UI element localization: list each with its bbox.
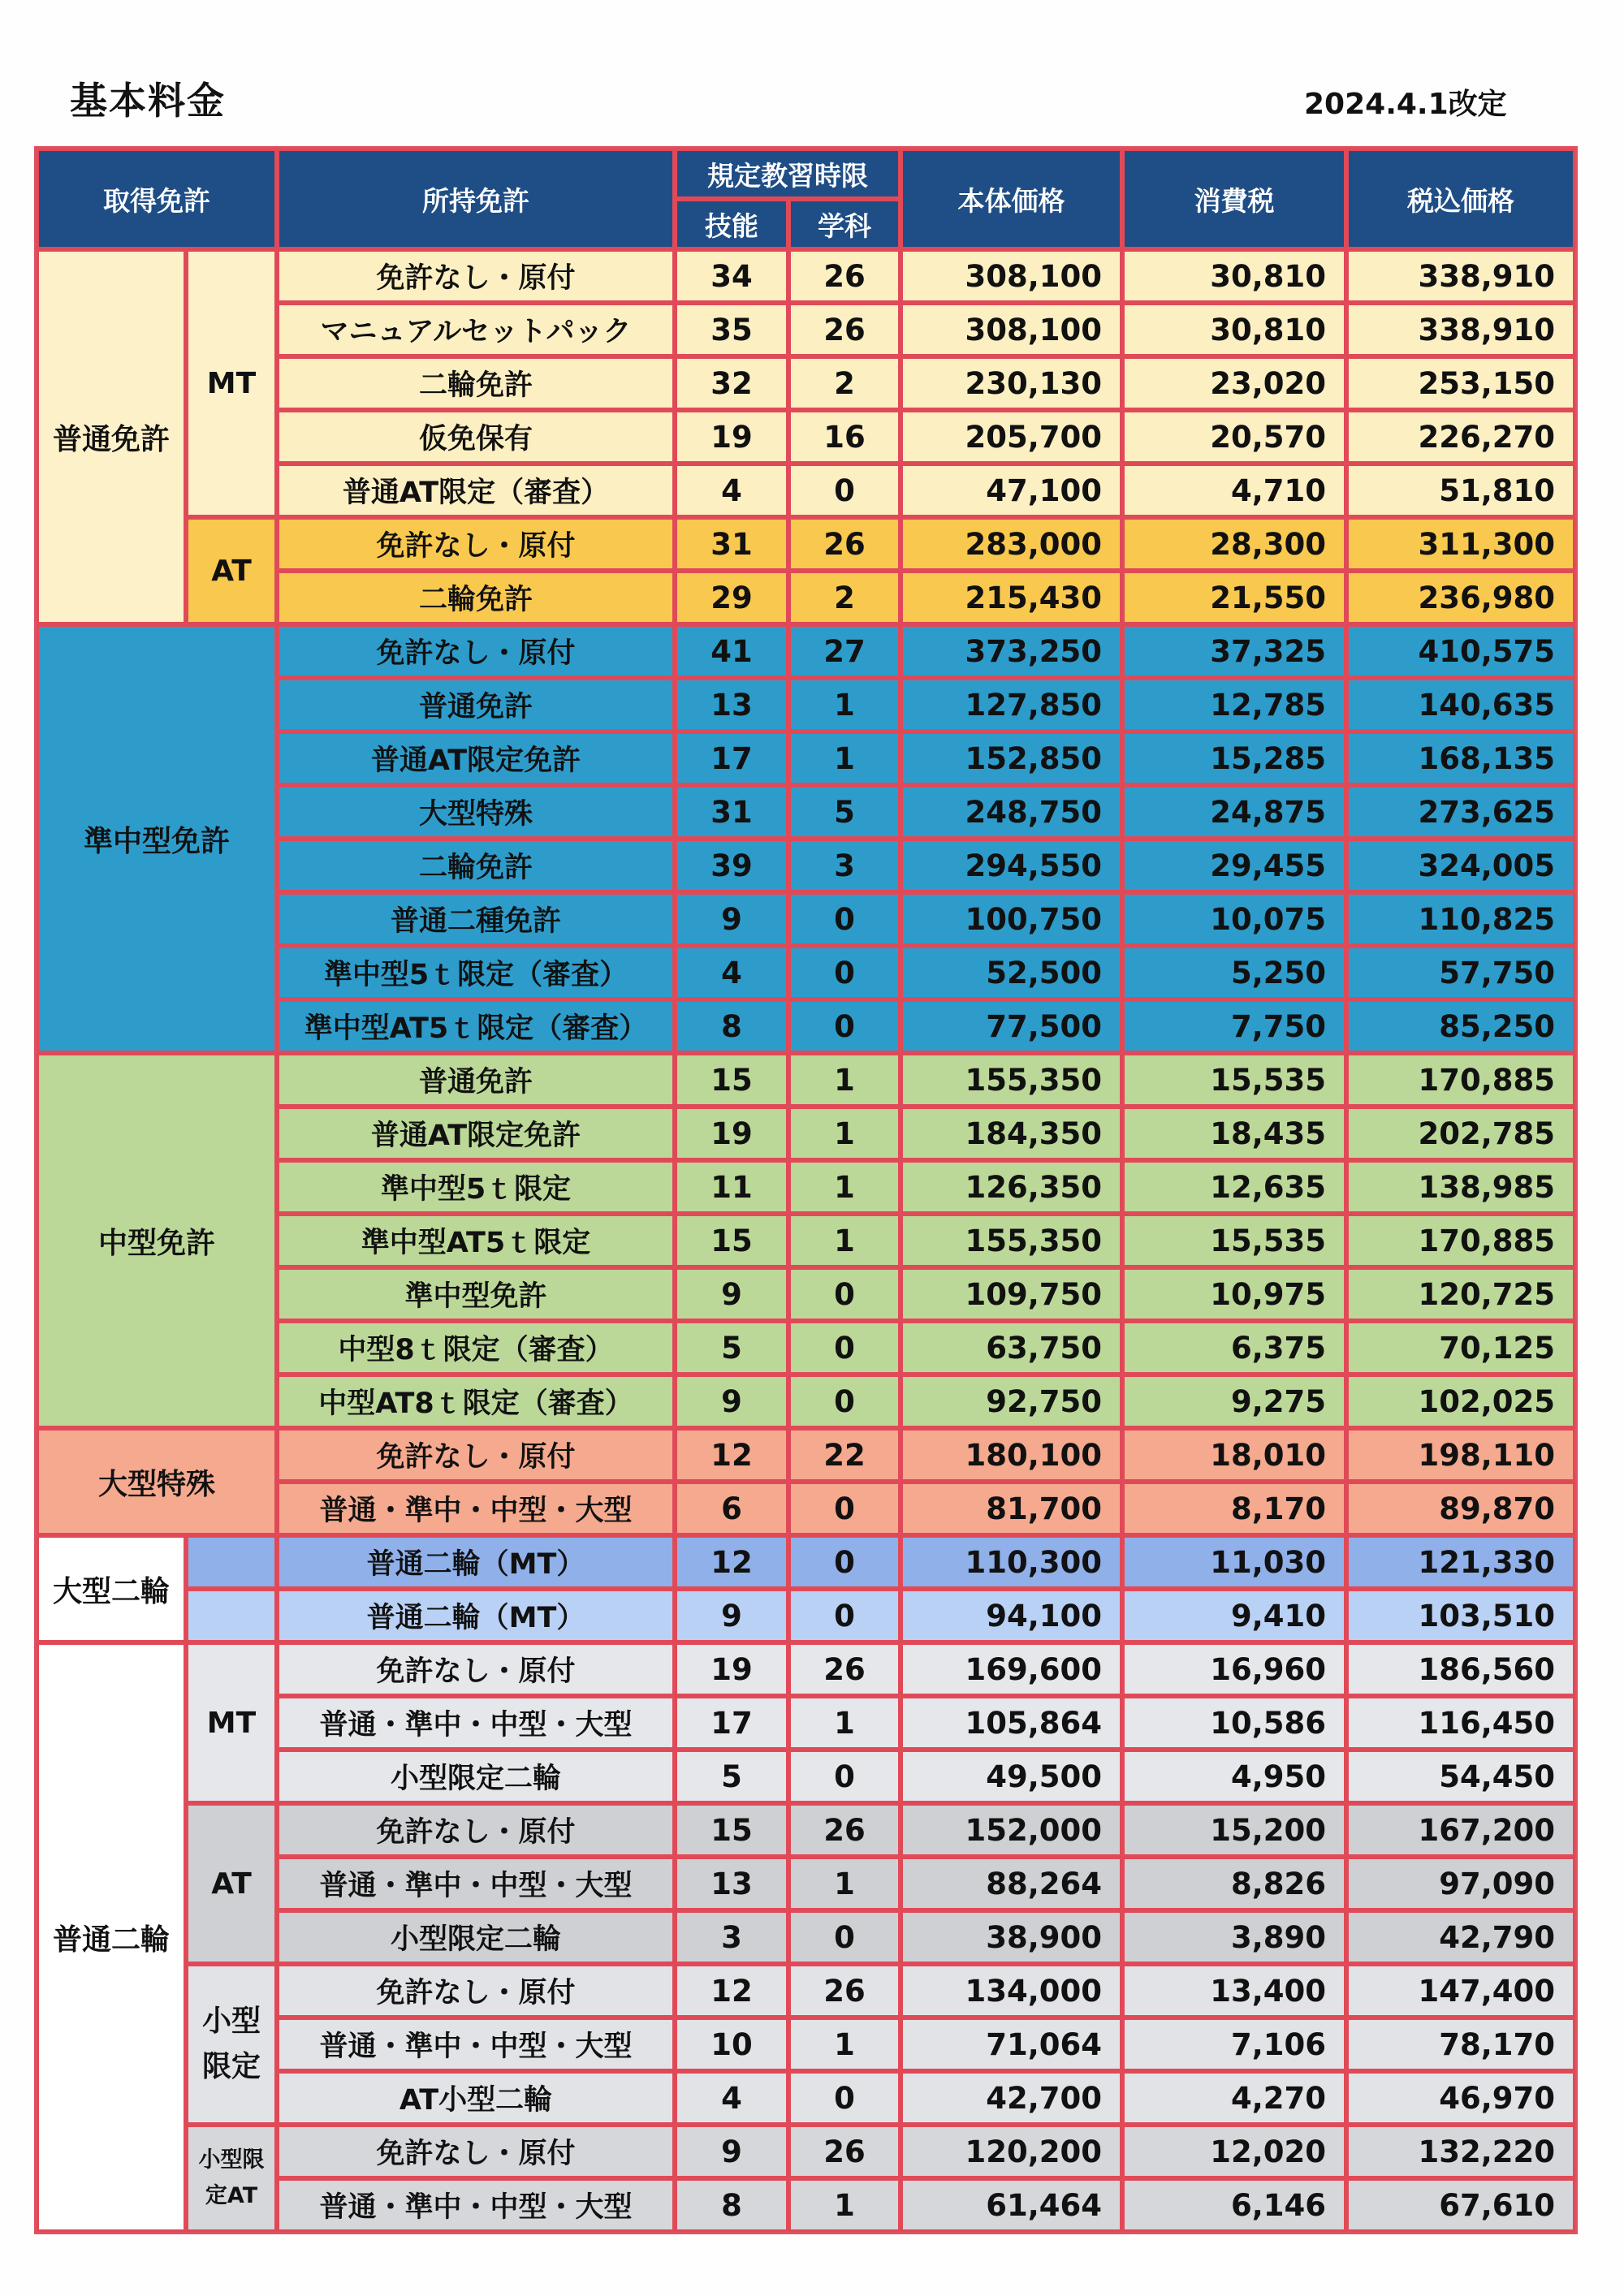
skill-cell: 12 — [675, 1964, 788, 2018]
skill-cell: 15 — [675, 1214, 788, 1267]
tax-cell: 16,960 — [1122, 1642, 1346, 1696]
license-cell: 普通・準中・中型・大型 — [277, 1857, 675, 1910]
base-price-cell: 77,500 — [901, 999, 1122, 1053]
table-row — [37, 1803, 1575, 1857]
skill-cell: 9 — [675, 1589, 788, 1642]
total-price-cell: 202,785 — [1346, 1107, 1575, 1160]
theory-cell: 0 — [788, 999, 901, 1053]
license-cell: 普通AT限定（審査） — [277, 464, 675, 517]
theory-cell: 0 — [788, 1910, 901, 1964]
license-cell: 普通・準中・中型・大型 — [277, 1696, 675, 1750]
skill-cell: 9 — [675, 2125, 788, 2178]
license-cell: 免許なし・原付 — [277, 1428, 675, 1482]
subgroup-blank — [186, 1589, 277, 1642]
subgroup-at: AT — [186, 517, 277, 624]
total-price-cell: 42,790 — [1346, 1910, 1575, 1964]
subgroup-small-limited: 小型 限定 — [186, 1964, 277, 2125]
base-price-cell: 92,750 — [901, 1375, 1122, 1428]
table-row — [37, 1964, 1575, 2018]
tax-cell: 30,810 — [1122, 303, 1346, 356]
skill-cell: 4 — [675, 946, 788, 999]
table-row — [37, 1053, 1575, 1107]
total-price-cell: 273,625 — [1346, 785, 1575, 839]
skill-cell: 17 — [675, 1696, 788, 1750]
license-cell: 普通・準中・中型・大型 — [277, 1482, 675, 1535]
base-price-cell: 283,000 — [901, 517, 1122, 571]
base-price-cell: 81,700 — [901, 1482, 1122, 1535]
table-row — [37, 624, 1575, 678]
skill-cell: 3 — [675, 1910, 788, 1964]
base-price-cell: 63,750 — [901, 1321, 1122, 1375]
tax-cell: 28,300 — [1122, 517, 1346, 571]
skill-cell: 12 — [675, 1535, 788, 1589]
tax-cell: 8,170 — [1122, 1482, 1346, 1535]
theory-cell: 26 — [788, 2125, 901, 2178]
table-row — [37, 2125, 1575, 2178]
license-cell: 中型8ｔ限定（審査） — [277, 1321, 675, 1375]
header-total: 税込価格 — [1346, 149, 1575, 249]
total-price-cell: 236,980 — [1346, 571, 1575, 624]
total-price-cell: 226,270 — [1346, 410, 1575, 464]
theory-cell: 0 — [788, 464, 901, 517]
tax-cell: 30,810 — [1122, 249, 1346, 303]
total-price-cell: 410,575 — [1346, 624, 1575, 678]
tax-cell: 37,325 — [1122, 624, 1346, 678]
group-large-special: 大型特殊 — [37, 1428, 277, 1535]
subgroup-mt: MT — [186, 249, 277, 517]
header-acquire: 取得免許 — [37, 149, 277, 249]
license-cell: 免許なし・原付 — [277, 1803, 675, 1857]
table-row — [37, 1642, 1575, 1696]
total-price-cell: 338,910 — [1346, 249, 1575, 303]
license-cell: 普通AT限定免許 — [277, 1107, 675, 1160]
base-price-cell: 94,100 — [901, 1589, 1122, 1642]
theory-cell: 27 — [788, 624, 901, 678]
tax-cell: 20,570 — [1122, 410, 1346, 464]
base-price-cell: 230,130 — [901, 356, 1122, 410]
total-price-cell: 324,005 — [1346, 839, 1575, 892]
skill-cell: 34 — [675, 249, 788, 303]
base-price-cell: 126,350 — [901, 1160, 1122, 1214]
license-cell: 普通二種免許 — [277, 892, 675, 946]
license-cell: 準中型免許 — [277, 1267, 675, 1321]
base-price-cell: 134,000 — [901, 1964, 1122, 2018]
tax-cell: 6,146 — [1122, 2178, 1346, 2232]
tax-cell: 10,975 — [1122, 1267, 1346, 1321]
header-hold: 所持免許 — [277, 149, 675, 249]
theory-cell: 26 — [788, 1964, 901, 2018]
tax-cell: 4,270 — [1122, 2071, 1346, 2125]
theory-cell: 0 — [788, 1589, 901, 1642]
license-cell: 普通二輪（MT） — [277, 1589, 675, 1642]
base-price-cell: 152,000 — [901, 1803, 1122, 1857]
header-skill: 技能 — [675, 199, 788, 249]
total-price-cell: 51,810 — [1346, 464, 1575, 517]
total-price-cell: 167,200 — [1346, 1803, 1575, 1857]
table-row — [37, 1589, 1575, 1642]
base-price-cell: 38,900 — [901, 1910, 1122, 1964]
base-price-cell: 215,430 — [901, 571, 1122, 624]
license-cell: 普通AT限定免許 — [277, 732, 675, 785]
total-price-cell: 70,125 — [1346, 1321, 1575, 1375]
skill-cell: 4 — [675, 2071, 788, 2125]
theory-cell: 22 — [788, 1428, 901, 1482]
tax-cell: 4,950 — [1122, 1750, 1346, 1803]
skill-cell: 31 — [675, 785, 788, 839]
subgroup-blank — [186, 1535, 277, 1589]
total-price-cell: 311,300 — [1346, 517, 1575, 571]
total-price-cell: 138,985 — [1346, 1160, 1575, 1214]
license-cell: 普通・準中・中型・大型 — [277, 2178, 675, 2232]
tax-cell: 9,275 — [1122, 1375, 1346, 1428]
header-base: 本体価格 — [901, 149, 1122, 249]
tax-cell: 21,550 — [1122, 571, 1346, 624]
group-large-motorcycle: 大型二輪 — [37, 1535, 186, 1642]
group-medium: 中型免許 — [37, 1053, 277, 1428]
total-price-cell: 120,725 — [1346, 1267, 1575, 1321]
theory-cell: 1 — [788, 1053, 901, 1107]
subgroup-mt: MT — [186, 1642, 277, 1803]
total-price-cell: 140,635 — [1346, 678, 1575, 732]
base-price-cell: 248,750 — [901, 785, 1122, 839]
license-cell: 準中型AT5ｔ限定 — [277, 1214, 675, 1267]
skill-cell: 6 — [675, 1482, 788, 1535]
tax-cell: 24,875 — [1122, 785, 1346, 839]
tax-cell: 29,455 — [1122, 839, 1346, 892]
total-price-cell: 253,150 — [1346, 356, 1575, 410]
table-row — [37, 1535, 1575, 1589]
base-price-cell: 61,464 — [901, 2178, 1122, 2232]
total-price-cell: 67,610 — [1346, 2178, 1575, 2232]
header-theory: 学科 — [788, 199, 901, 249]
tax-cell: 10,075 — [1122, 892, 1346, 946]
header-tax: 消費税 — [1122, 149, 1346, 249]
total-price-cell: 57,750 — [1346, 946, 1575, 999]
skill-cell: 15 — [675, 1053, 788, 1107]
revision-date: 2024.4.1改定 — [1304, 88, 1507, 121]
skill-cell: 12 — [675, 1428, 788, 1482]
skill-cell: 41 — [675, 624, 788, 678]
license-cell: 仮免保有 — [277, 410, 675, 464]
theory-cell: 1 — [788, 1107, 901, 1160]
total-price-cell: 132,220 — [1346, 2125, 1575, 2178]
total-price-cell: 338,910 — [1346, 303, 1575, 356]
license-cell: 準中型5ｔ限定（審査） — [277, 946, 675, 999]
total-price-cell: 85,250 — [1346, 999, 1575, 1053]
base-price-cell: 180,100 — [901, 1428, 1122, 1482]
theory-cell: 0 — [788, 2071, 901, 2125]
total-price-cell: 116,450 — [1346, 1696, 1575, 1750]
skill-cell: 15 — [675, 1803, 788, 1857]
license-cell: 普通免許 — [277, 678, 675, 732]
theory-cell: 5 — [788, 785, 901, 839]
total-price-cell: 54,450 — [1346, 1750, 1575, 1803]
skill-cell: 5 — [675, 1321, 788, 1375]
base-price-cell: 52,500 — [901, 946, 1122, 999]
base-price-cell: 169,600 — [901, 1642, 1122, 1696]
table-row — [37, 249, 1575, 303]
base-price-cell: 42,700 — [901, 2071, 1122, 2125]
license-cell: 普通二輪（MT） — [277, 1535, 675, 1589]
total-price-cell: 170,885 — [1346, 1053, 1575, 1107]
total-price-cell: 168,135 — [1346, 732, 1575, 785]
skill-cell: 13 — [675, 678, 788, 732]
skill-cell: 10 — [675, 2018, 788, 2071]
theory-cell: 26 — [788, 517, 901, 571]
skill-cell: 8 — [675, 2178, 788, 2232]
total-price-cell: 46,970 — [1346, 2071, 1575, 2125]
tax-cell: 18,010 — [1122, 1428, 1346, 1482]
theory-cell: 1 — [788, 1214, 901, 1267]
skill-cell: 39 — [675, 839, 788, 892]
license-cell: 二輪免許 — [277, 571, 675, 624]
base-price-cell: 88,264 — [901, 1857, 1122, 1910]
theory-cell: 1 — [788, 1160, 901, 1214]
skill-cell: 31 — [675, 517, 788, 571]
skill-cell: 8 — [675, 999, 788, 1053]
license-cell: 免許なし・原付 — [277, 2125, 675, 2178]
base-price-cell: 308,100 — [901, 249, 1122, 303]
license-cell: 中型AT8ｔ限定（審査） — [277, 1375, 675, 1428]
license-cell: 免許なし・原付 — [277, 1642, 675, 1696]
tax-cell: 15,200 — [1122, 1803, 1346, 1857]
theory-cell: 26 — [788, 249, 901, 303]
base-price-cell: 47,100 — [901, 464, 1122, 517]
theory-cell: 26 — [788, 303, 901, 356]
license-cell: 準中型AT5ｔ限定（審査） — [277, 999, 675, 1053]
theory-cell: 0 — [788, 1267, 901, 1321]
tax-cell: 6,375 — [1122, 1321, 1346, 1375]
total-price-cell: 186,560 — [1346, 1642, 1575, 1696]
tax-cell: 7,750 — [1122, 999, 1346, 1053]
base-price-cell: 205,700 — [901, 410, 1122, 464]
skill-cell: 4 — [675, 464, 788, 517]
base-price-cell: 152,850 — [901, 732, 1122, 785]
license-cell: 免許なし・原付 — [277, 249, 675, 303]
tax-cell: 12,020 — [1122, 2125, 1346, 2178]
header-hours: 規定教習時限 — [675, 149, 901, 199]
tax-cell: 9,410 — [1122, 1589, 1346, 1642]
base-price-cell: 105,864 — [901, 1696, 1122, 1750]
tax-cell: 5,250 — [1122, 946, 1346, 999]
theory-cell: 26 — [788, 1642, 901, 1696]
tax-cell: 4,710 — [1122, 464, 1346, 517]
total-price-cell: 89,870 — [1346, 1482, 1575, 1535]
theory-cell: 3 — [788, 839, 901, 892]
tax-cell: 18,435 — [1122, 1107, 1346, 1160]
group-standard: 普通免許 — [37, 249, 186, 624]
license-cell: 小型限定二輪 — [277, 1750, 675, 1803]
license-cell: マニュアルセットパック — [277, 303, 675, 356]
tax-cell: 12,635 — [1122, 1160, 1346, 1214]
skill-cell: 17 — [675, 732, 788, 785]
theory-cell: 2 — [788, 356, 901, 410]
license-cell: 普通免許 — [277, 1053, 675, 1107]
total-price-cell: 78,170 — [1346, 2018, 1575, 2071]
license-cell: 二輪免許 — [277, 839, 675, 892]
table-row — [37, 1428, 1575, 1482]
theory-cell: 1 — [788, 732, 901, 785]
tax-cell: 12,785 — [1122, 678, 1346, 732]
skill-cell: 5 — [675, 1750, 788, 1803]
tax-cell: 15,535 — [1122, 1053, 1346, 1107]
theory-cell: 16 — [788, 410, 901, 464]
skill-cell: 35 — [675, 303, 788, 356]
theory-cell: 0 — [788, 1375, 901, 1428]
tax-cell: 15,285 — [1122, 732, 1346, 785]
theory-cell: 1 — [788, 678, 901, 732]
theory-cell: 1 — [788, 2178, 901, 2232]
theory-cell: 26 — [788, 1803, 901, 1857]
base-price-cell: 120,200 — [901, 2125, 1122, 2178]
theory-cell: 0 — [788, 1535, 901, 1589]
base-price-cell: 308,100 — [901, 303, 1122, 356]
base-price-cell: 127,850 — [901, 678, 1122, 732]
table-row — [37, 517, 1575, 571]
license-cell: 大型特殊 — [277, 785, 675, 839]
license-cell: 小型限定二輪 — [277, 1910, 675, 1964]
license-cell: 免許なし・原付 — [277, 624, 675, 678]
base-price-cell: 294,550 — [901, 839, 1122, 892]
theory-cell: 0 — [788, 892, 901, 946]
total-price-cell: 147,400 — [1346, 1964, 1575, 2018]
tax-cell: 13,400 — [1122, 1964, 1346, 2018]
license-cell: 二輪免許 — [277, 356, 675, 410]
total-price-cell: 103,510 — [1346, 1589, 1575, 1642]
total-price-cell: 121,330 — [1346, 1535, 1575, 1589]
total-price-cell: 170,885 — [1346, 1214, 1575, 1267]
skill-cell: 9 — [675, 892, 788, 946]
base-price-cell: 100,750 — [901, 892, 1122, 946]
tax-cell: 23,020 — [1122, 356, 1346, 410]
base-price-cell: 184,350 — [901, 1107, 1122, 1160]
page-title: 基本料金 — [70, 79, 226, 123]
fee-table — [34, 146, 1578, 2234]
tax-cell: 7,106 — [1122, 2018, 1346, 2071]
total-price-cell: 110,825 — [1346, 892, 1575, 946]
tax-cell: 15,535 — [1122, 1214, 1346, 1267]
license-cell: 免許なし・原付 — [277, 517, 675, 571]
license-cell: AT小型二輪 — [277, 2071, 675, 2125]
total-price-cell: 198,110 — [1346, 1428, 1575, 1482]
tax-cell: 11,030 — [1122, 1535, 1346, 1589]
base-price-cell: 110,300 — [901, 1535, 1122, 1589]
license-cell: 準中型5ｔ限定 — [277, 1160, 675, 1214]
base-price-cell: 109,750 — [901, 1267, 1122, 1321]
base-price-cell: 49,500 — [901, 1750, 1122, 1803]
group-standard-motorcycle: 普通二輪 — [37, 1642, 186, 2232]
skill-cell: 19 — [675, 1642, 788, 1696]
base-price-cell: 71,064 — [901, 2018, 1122, 2071]
group-semi-medium: 準中型免許 — [37, 624, 277, 1053]
base-price-cell: 155,350 — [901, 1214, 1122, 1267]
tax-cell: 10,586 — [1122, 1696, 1346, 1750]
total-price-cell: 97,090 — [1346, 1857, 1575, 1910]
license-cell: 普通・準中・中型・大型 — [277, 2018, 675, 2071]
skill-cell: 9 — [675, 1375, 788, 1428]
theory-cell: 2 — [788, 571, 901, 624]
base-price-cell: 373,250 — [901, 624, 1122, 678]
base-price-cell: 155,350 — [901, 1053, 1122, 1107]
skill-cell: 11 — [675, 1160, 788, 1214]
theory-cell: 1 — [788, 2018, 901, 2071]
subgroup-small-limited-at: 小型限 定AT — [186, 2125, 277, 2232]
theory-cell: 0 — [788, 1482, 901, 1535]
theory-cell: 0 — [788, 1321, 901, 1375]
skill-cell: 9 — [675, 1267, 788, 1321]
theory-cell: 0 — [788, 1750, 901, 1803]
subgroup-at: AT — [186, 1803, 277, 1964]
skill-cell: 29 — [675, 571, 788, 624]
total-price-cell: 102,025 — [1346, 1375, 1575, 1428]
theory-cell: 1 — [788, 1696, 901, 1750]
skill-cell: 19 — [675, 1107, 788, 1160]
skill-cell: 32 — [675, 356, 788, 410]
license-cell: 免許なし・原付 — [277, 1964, 675, 2018]
tax-cell: 8,826 — [1122, 1857, 1346, 1910]
tax-cell: 3,890 — [1122, 1910, 1346, 1964]
theory-cell: 0 — [788, 946, 901, 999]
skill-cell: 13 — [675, 1857, 788, 1910]
theory-cell: 1 — [788, 1857, 901, 1910]
skill-cell: 19 — [675, 410, 788, 464]
